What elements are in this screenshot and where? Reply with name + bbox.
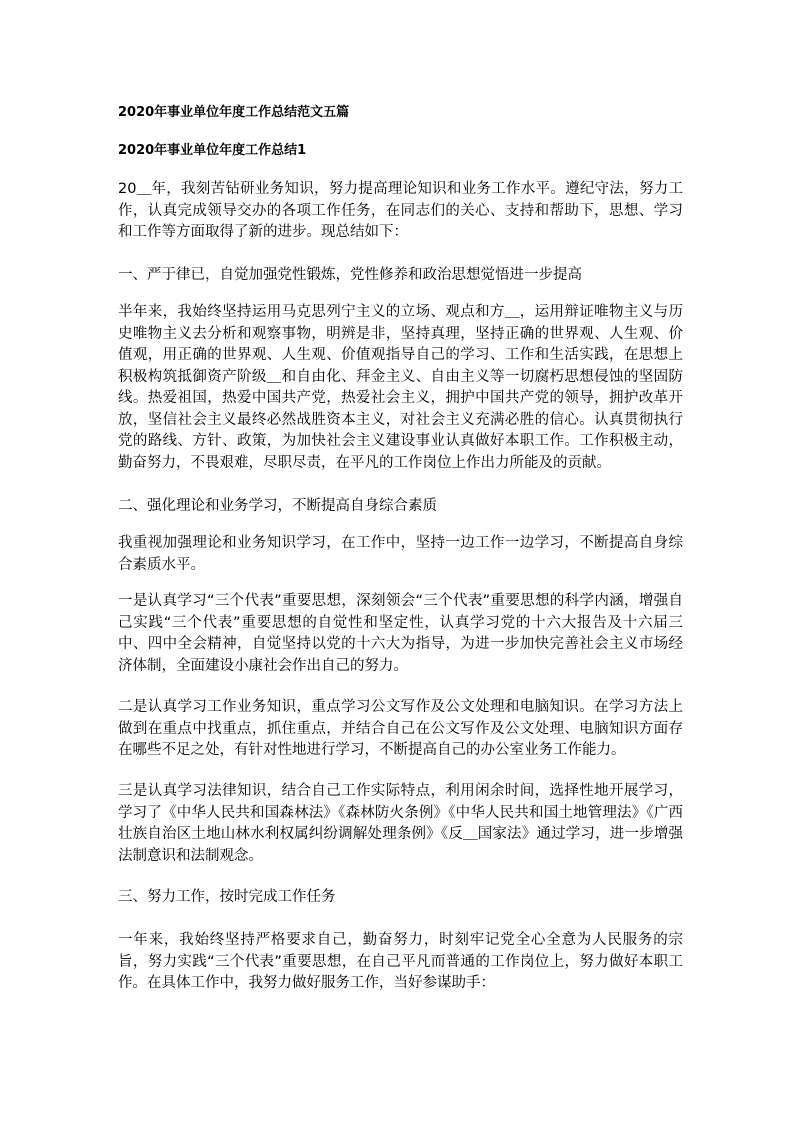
section-3-heading: 三、努力工作，按时完成工作任务 (118, 889, 336, 905)
section-3-paragraph: 一年来，我始终坚持严格要求自己，勤奋努力，时刻牢记党全心全意为人民服务的宗旨，努力实践“三个代表”重要思想，在自己平凡而普通的工作岗位上，努力做好本职工作。在具体工作中，我努力做好服务工作，当好参谋助手： (118, 932, 683, 991)
section-2-heading: 二、强化理论和业务学习，不断提高自身综合素质 (118, 498, 437, 514)
section-2-paragraph: 我重视加强理论和业务知识学习，在工作中，坚持一边工作一边学习，不断提高自身综合素质水平。 (118, 535, 683, 573)
section-2-item-1: 一是认真学习“三个代表”重要思想，深刻领会“三个代表”重要思想的科学内涵，增强自己实践“三个代表”重要思想的自觉性和坚定性，认真学习党的十六大报告及十六届三中、四中全会精神，自觉坚持以党的十六大为指导，为进一步加快完善社会主义市场经济体制，全面建设小康社会作出自己的努力。 (118, 593, 683, 674)
section-2-item-2: 二是认真学习工作业务知识，重点学习公文写作及公文处理和电脑知识。在学习方法上做到在重点中找重点，抓住重点，并结合自己在公文写作及公文处理、电脑知识方面存在哪些不足之处，有针对性地进行学习，不断提高自己的办公室业务工作能力。 (118, 699, 683, 758)
document-title: 2020年事业单位年度工作总结范文五篇 (118, 105, 350, 120)
section-1-paragraph: 半年来，我始终坚持运用马克思列宁主义的立场、观点和方＿，运用辩证唯物主义与历史唯物主义去分析和观察事物，明辨是非，坚持真理，坚持正确的世界观、人生观、价值观，用正确的世界观、人生观、价值观指导自己的学习、工作和生活实践，在思想上积极构筑抵御资产阶级＿和自由化、拜金主义、自由主义等一切腐朽思想侵蚀的坚固防线。热爱祖国，热爱中国共产党，热爱社会主义，拥护中国共产党的领导，拥护改革开放，坚信社会主义最终必然战胜资本主义，对社会主义充满必胜的信心。认真贯彻执行党的路线、方针、政策，为加快社会主义建设事业认真做好本职工作。工作积极主动，勤奋努力，不畏艰难，尽职尽责，在平凡的工作岗位上作出力所能及的贡献。 (118, 304, 683, 471)
section-2-item-3: 三是认真学习法律知识，结合自己工作实际特点，利用闲余时间，选择性地开展学习，学习了《中华人民共和国森林法》《森林防火条例》《中华人民共和国土地管理法》《广西壮族自治区土地山林水利权属纠纷调解处理条例》《反＿国家法》通过学习，进一步增强法制意识和法制观念。 (118, 783, 683, 864)
document-subtitle: 2020年事业单位年度工作总结1 (118, 143, 307, 158)
intro-paragraph: 20＿年，我刻苦钻研业务知识，努力提高理论知识和业务工作水平。遵纪守法，努力工作，认真完成领导交办的各项工作任务，在同志们的关心、支持和帮助下，思想、学习和工作等方面取得了新的进步。现总结如下： (118, 181, 683, 240)
section-1-heading: 一、严于律已，自觉加强党性锻炼，党性修养和政治思想觉悟进一步提高 (118, 267, 582, 283)
